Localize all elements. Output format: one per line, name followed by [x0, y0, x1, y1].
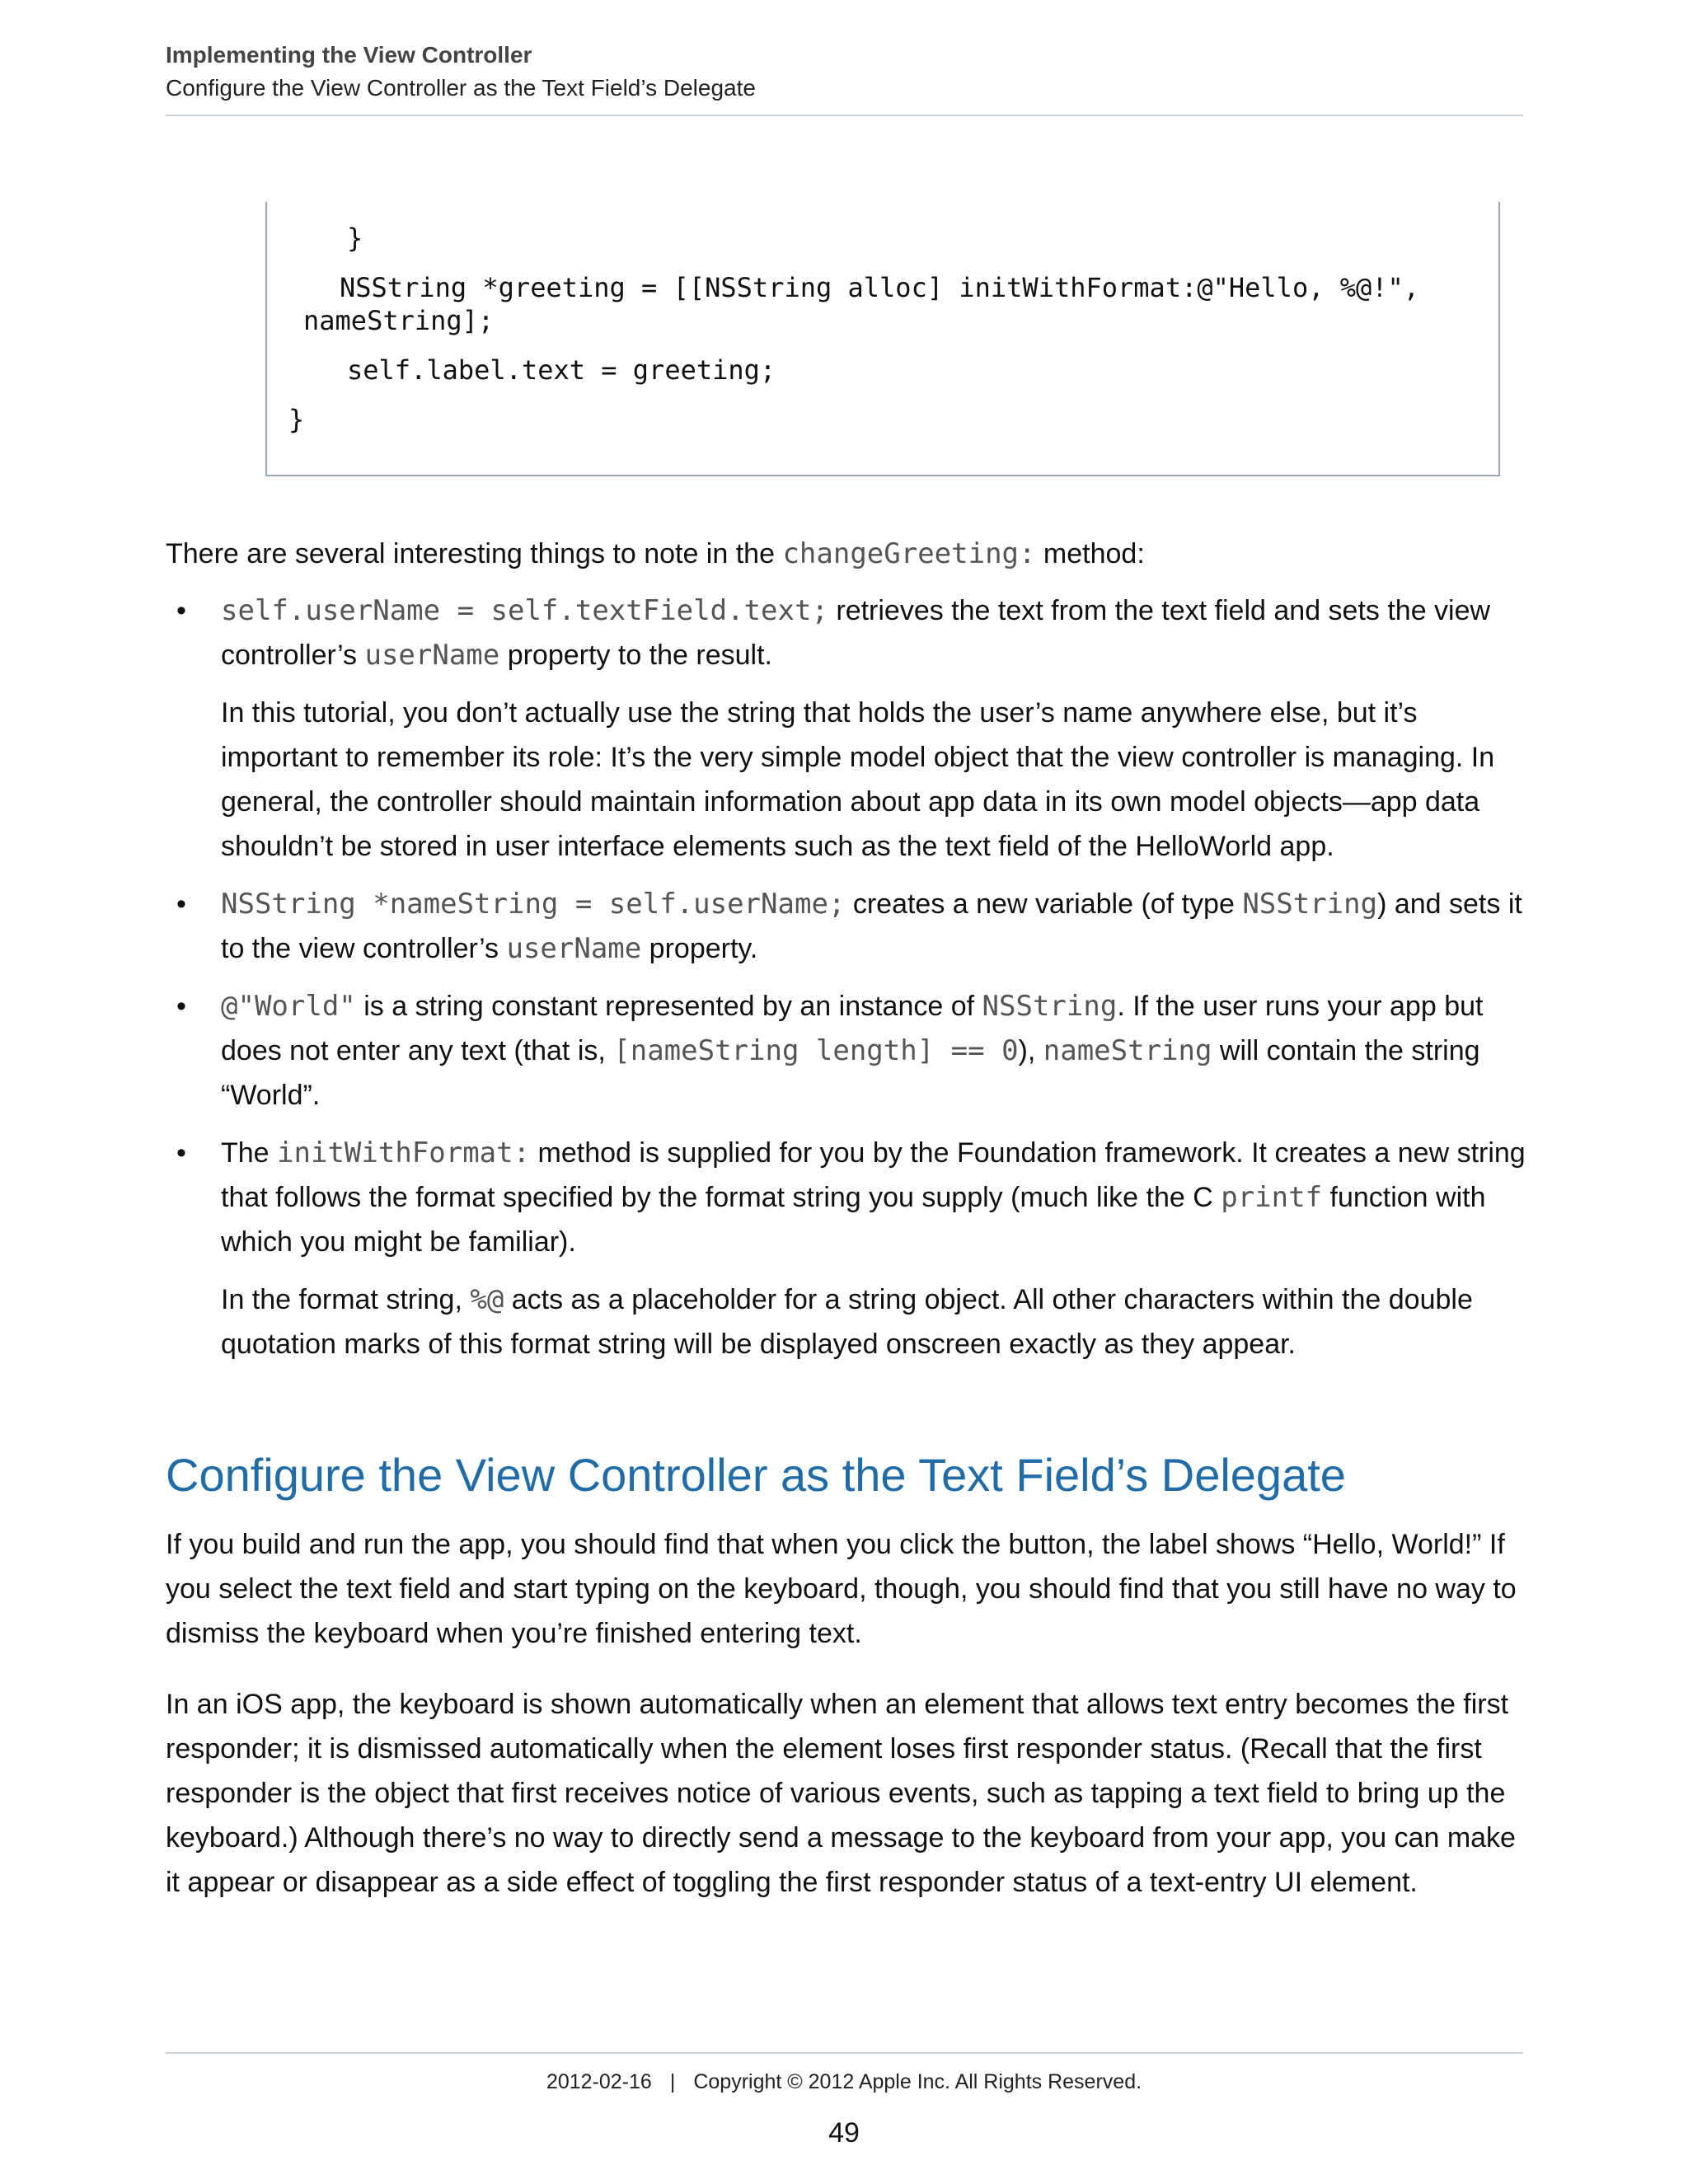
bullet-paragraph — [221, 1277, 1534, 1366]
header-section-title: Configure the View Controller as the Text Field’s Delegate — [166, 75, 756, 101]
page-number: 49 — [828, 2117, 860, 2149]
inline-code: nameString — [1043, 1034, 1212, 1067]
code-line: nameString]; — [303, 305, 495, 336]
running-header — [166, 40, 1523, 105]
intro-text: method: — [1035, 538, 1145, 569]
bullet-text: The — [221, 1137, 278, 1169]
inline-code: @"World" — [221, 990, 356, 1023]
bullet-paragraph — [221, 588, 1534, 677]
bullet-text: will contain the string “World”. — [221, 1035, 1480, 1111]
inline-code: userName — [364, 639, 500, 672]
intro-paragraph — [166, 532, 1526, 576]
bullet-paragraph — [221, 1131, 1534, 1264]
bullet-paragraph: In this tutorial, you don’t actually use the string that holds the user’s name anywhere else, but it’s important to remember its role: It’s the very simple model object that the view controller is managing. In general, the controller should maintain information about app data in its own model objects—app data shouldn’t be stored in user interface elements such as the text field of the HelloWorld app. — [221, 697, 1495, 862]
header-chapter-title: Implementing the View Controller — [166, 42, 532, 68]
inline-code: changeGreeting: — [782, 537, 1036, 570]
inline-code: %@ — [470, 1283, 504, 1316]
bullet-paragraph — [221, 984, 1534, 1118]
bullet-icon: • — [176, 888, 186, 920]
bullet-text: property. — [641, 933, 758, 964]
bullet-list — [166, 588, 1534, 1380]
bullet-text: creates a new variable (of type — [845, 888, 1243, 920]
list-item — [166, 984, 1534, 1118]
bullet-text: ), — [1018, 1035, 1043, 1066]
bullet-text: property to the result. — [499, 640, 772, 671]
bullet-text: In the format string, — [221, 1284, 471, 1315]
bullet-text: acts as a placeholder for a string object. All other characters within the double quotation marks of this format string will be displayed onscreen exactly as they appear. — [221, 1284, 1473, 1360]
code-line: NSString *greeting = [[NSString alloc] initWithFormat:@"Hello, %@!", — [340, 272, 1420, 303]
section-paragraph: In an iOS app, the keyboard is shown automatically when an element that allows text entry becomes the first responder; it is dismissed automatically when the element loses first responder status. (Recall that the first responder is the object that first receives notice of various events, such as tapping a text field to bring up the keyboard.) Although there’s no way to directly send a message to the keyboard from your app, you can make it appear or disappear as a side effect of toggling the first responder status of a text-entry UI element. — [166, 1689, 1516, 1898]
bullet-text: is a string constant represented by an instance of — [355, 991, 982, 1022]
bullet-text: ) and sets it to the view controller’s — [221, 888, 1522, 964]
code-line: } — [347, 223, 363, 254]
footer-date: 2012-02-16 — [546, 2070, 652, 2093]
code-listing — [265, 202, 1500, 476]
header-divider — [166, 115, 1523, 116]
footer-line — [0, 2067, 1688, 2097]
inline-code: initWithFormat: — [277, 1137, 531, 1169]
section-paragraph: If you build and run the app, you should find that when you click the button, the label shows “Hello, World!” If you select the text field and start typing on the keyboard, though, you should find that you still have no way to dismiss the keyboard when you’re finished entering text. — [166, 1529, 1517, 1649]
inline-code: NSString — [982, 990, 1118, 1023]
bullet-paragraph — [221, 882, 1534, 971]
footer-copyright: Copyright © 2012 Apple Inc. All Rights Reserved. — [693, 2070, 1142, 2093]
bullet-icon: • — [176, 991, 186, 1022]
inline-code: printf — [1221, 1181, 1323, 1214]
inline-code: NSString *nameString = self.userName; — [221, 888, 846, 921]
bullet-text: function with which you might be familiar). — [221, 1182, 1486, 1258]
bullet-icon: • — [176, 595, 186, 626]
list-item — [166, 588, 1534, 869]
inline-code: NSString — [1242, 888, 1378, 921]
code-line: self.label.text = greeting; — [347, 354, 776, 386]
list-item — [166, 882, 1534, 971]
footer-divider — [166, 2052, 1523, 2054]
code-line: } — [288, 404, 305, 435]
bullet-text: retrieves the text from the text field and sets the view controller’s — [221, 595, 1491, 671]
intro-text: There are several interesting things to note in the — [166, 538, 783, 569]
bullet-text: method is supplied for you by the Foundation framework. It creates a new string that follows the format specified by the format string you supply (much like the C — [221, 1137, 1526, 1213]
bullet-text: . If the user runs your app but does not enter any text (that is, — [221, 991, 1484, 1066]
inline-code: [nameString length] == 0 — [613, 1034, 1019, 1067]
inline-code: self.userName = self.textField.text; — [221, 594, 828, 627]
bullet-icon: • — [176, 1137, 186, 1169]
section-heading: Configure the View Controller as the Text Field’s Delegate — [166, 1449, 1346, 1501]
inline-code: userName — [506, 932, 642, 965]
list-item — [166, 1131, 1534, 1366]
footer-separator: | — [669, 2070, 676, 2093]
